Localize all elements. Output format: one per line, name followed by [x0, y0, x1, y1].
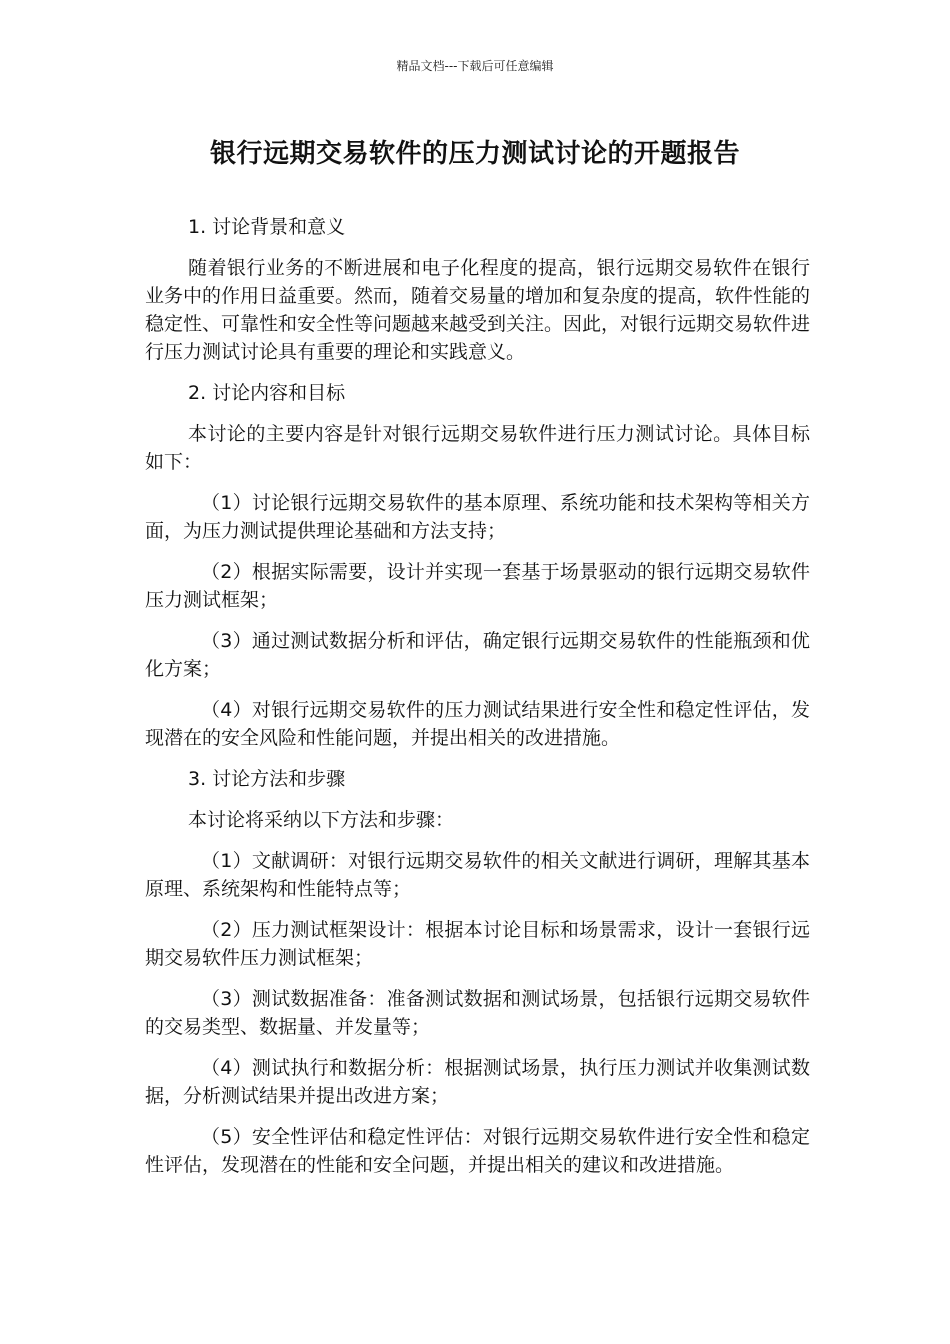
method-item-2: （2）压力测试框架设计：根据本讨论目标和场景需求，设计一套银行远期交易软件压力测试框架； [145, 919, 810, 969]
section-heading-1: 1. 讨论背景和意义 [188, 216, 346, 238]
method-item-5: （5）安全性评估和稳定性评估：对银行远期交易软件进行安全性和稳定性评估，发现潜在的性能和安全问题，并提出相关的建议和改进措施。 [145, 1126, 810, 1176]
goal-item-4: （4）对银行远期交易软件的压力测试结果进行安全性和稳定性评估，发现潜在的安全风险和性能问题，并提出相关的改进措施。 [145, 699, 810, 749]
document-title: 银行远期交易软件的压力测试讨论的开题报告 [209, 139, 740, 169]
method-item-4: （4）测试执行和数据分析：根据测试场景，执行压力测试并收集测试数据，分析测试结果并提出改进方案； [145, 1057, 810, 1107]
goal-item-1: （1）讨论银行远期交易软件的基本原理、系统功能和技术架构等相关方面，为压力测试提供理论基础和方法支持； [145, 492, 810, 542]
section-heading-2: 2. 讨论内容和目标 [188, 382, 346, 404]
goal-item-2: （2）根据实际需要，设计并实现一套基于场景驱动的银行远期交易软件压力测试框架； [145, 561, 810, 611]
paragraph-goals-intro: 本讨论的主要内容是针对银行远期交易软件进行压力测试讨论。具体目标如下： [145, 423, 810, 473]
method-item-3: （3）测试数据准备：准备测试数据和测试场景，包括银行远期交易软件的交易类型、数据量、并发量等； [145, 988, 810, 1038]
page-header: 精品文档---下载后可任意编辑 [396, 59, 554, 73]
paragraph-methods-intro: 本讨论将采纳以下方法和步骤： [188, 809, 455, 831]
document-body [145, 213, 810, 1192]
method-item-1: （1）文献调研：对银行远期交易软件的相关文献进行调研，理解其基本原理、系统架构和性能特点等； [145, 850, 810, 900]
section-heading-3: 3. 讨论方法和步骤 [188, 768, 346, 790]
paragraph-background: 随着银行业务的不断进展和电子化程度的提高，银行远期交易软件在银行业务中的作用日益重要。然而，随着交易量的增加和复杂度的提高，软件性能的稳定性、可靠性和安全性等问题越来越受到关注。因此，对银行远期交易软件进行压力测试讨论具有重要的理论和实践意义。 [145, 257, 811, 363]
goal-item-3: （3）通过测试数据分析和评估，确定银行远期交易软件的性能瓶颈和优化方案； [145, 630, 810, 680]
